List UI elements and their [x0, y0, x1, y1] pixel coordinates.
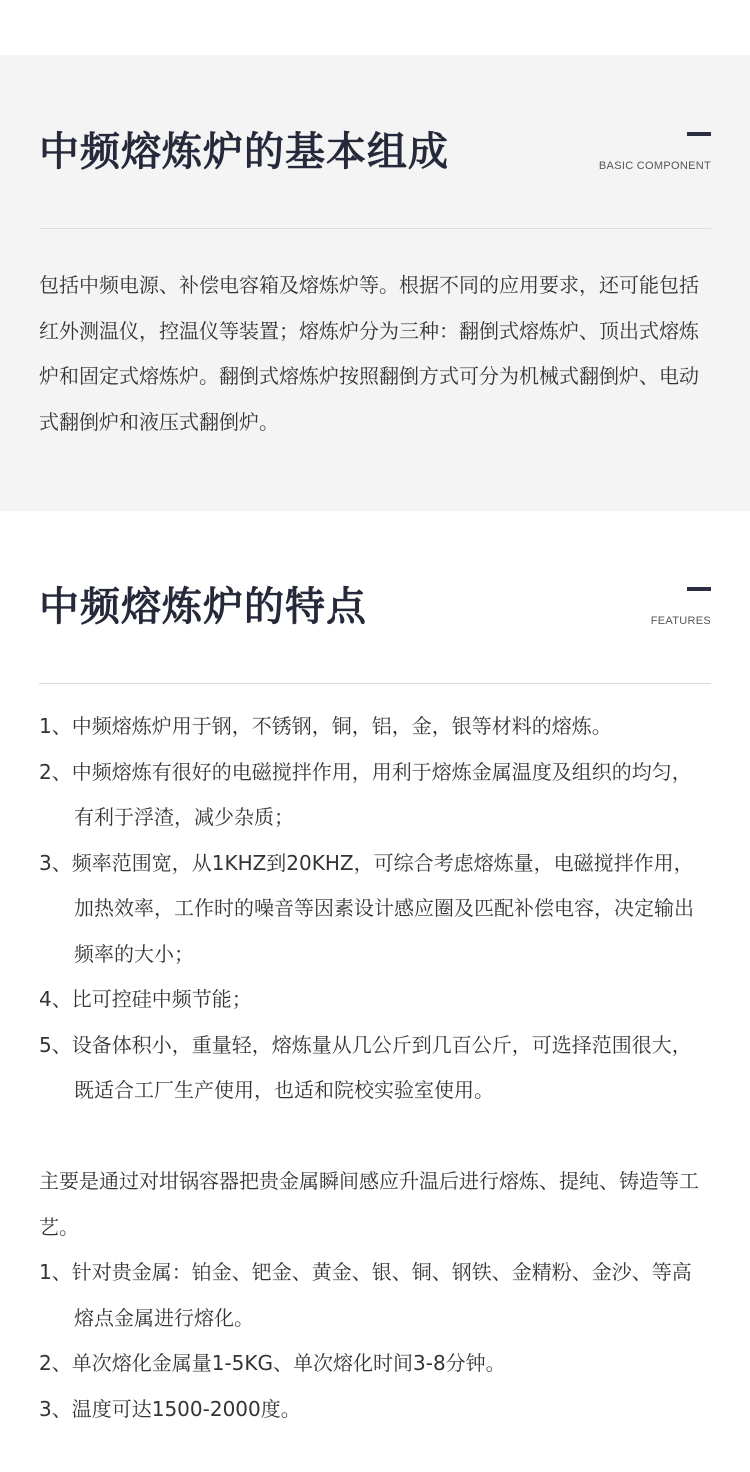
list-item: 4、比可控硅中频节能；	[39, 987, 252, 1011]
list-item: 1、针对贵金属：铂金、钯金、黄金、银、铜、钢铁、金精粉、金沙、等高熔点金属进行熔化。	[39, 1260, 692, 1330]
features-title: 中频熔炼炉的特点	[39, 584, 367, 630]
features-subtitle: FEATURES	[650, 615, 711, 627]
section-divider	[39, 683, 711, 684]
basic-component-title: 中频熔炼炉的基本组成	[39, 129, 449, 175]
list-item: 5、设备体积小，重量轻，熔炼量从几公斤到几百公斤，可选择范围很大，既适合工厂生产使用，也适和院校实验室使用。	[39, 1032, 692, 1102]
process-intro: 主要是通过对坩锅容器把贵金属瞬间感应升温后进行熔炼、提纯、铸造等工艺。	[39, 1169, 699, 1239]
features-section	[0, 511, 750, 1472]
basic-component-subtitle: BASIC COMPONENT	[598, 160, 711, 172]
process-list	[39, 1250, 711, 1432]
list-item: 1、中频熔炼炉用于钢，不锈钢，铜，铝，金，银等材料的熔炼。	[39, 714, 612, 738]
title-accent-bar	[687, 132, 711, 136]
basic-component-section	[0, 55, 750, 511]
list-item: 2、单次熔化金属量1-5KG、单次熔化时间3-8分钟。	[39, 1351, 506, 1375]
basic-component-description: 包括中频电源、补偿电容箱及熔炼炉等。根据不同的应用要求，还可能包括红外测温仪，控温仪等装置；熔炼炉分为三种：翻倒式熔炼炉、顶出式熔炼炉和固定式熔炼炉。翻倒式熔炼炉按照翻倒方式可分为机械式翻倒炉、电动式翻倒炉和液压式翻倒炉。	[39, 273, 699, 434]
section-divider	[39, 228, 711, 229]
list-item: 3、频率范围宽，从1KHZ到20KHZ，可综合考虑熔炼量，电磁搅拌作用，加热效率，工作时的噪音等因素设计感应圈及匹配补偿电容，决定输出频率的大小；	[39, 850, 694, 966]
list-item: 2、中频熔炼有很好的电磁搅拌作用，用利于熔炼金属温度及组织的均匀，有利于浮渣，减少杂质；	[39, 759, 692, 829]
title-accent-bar	[687, 587, 711, 591]
list-item: 3、温度可达1500-2000度。	[39, 1396, 301, 1421]
features-list	[39, 704, 711, 1114]
